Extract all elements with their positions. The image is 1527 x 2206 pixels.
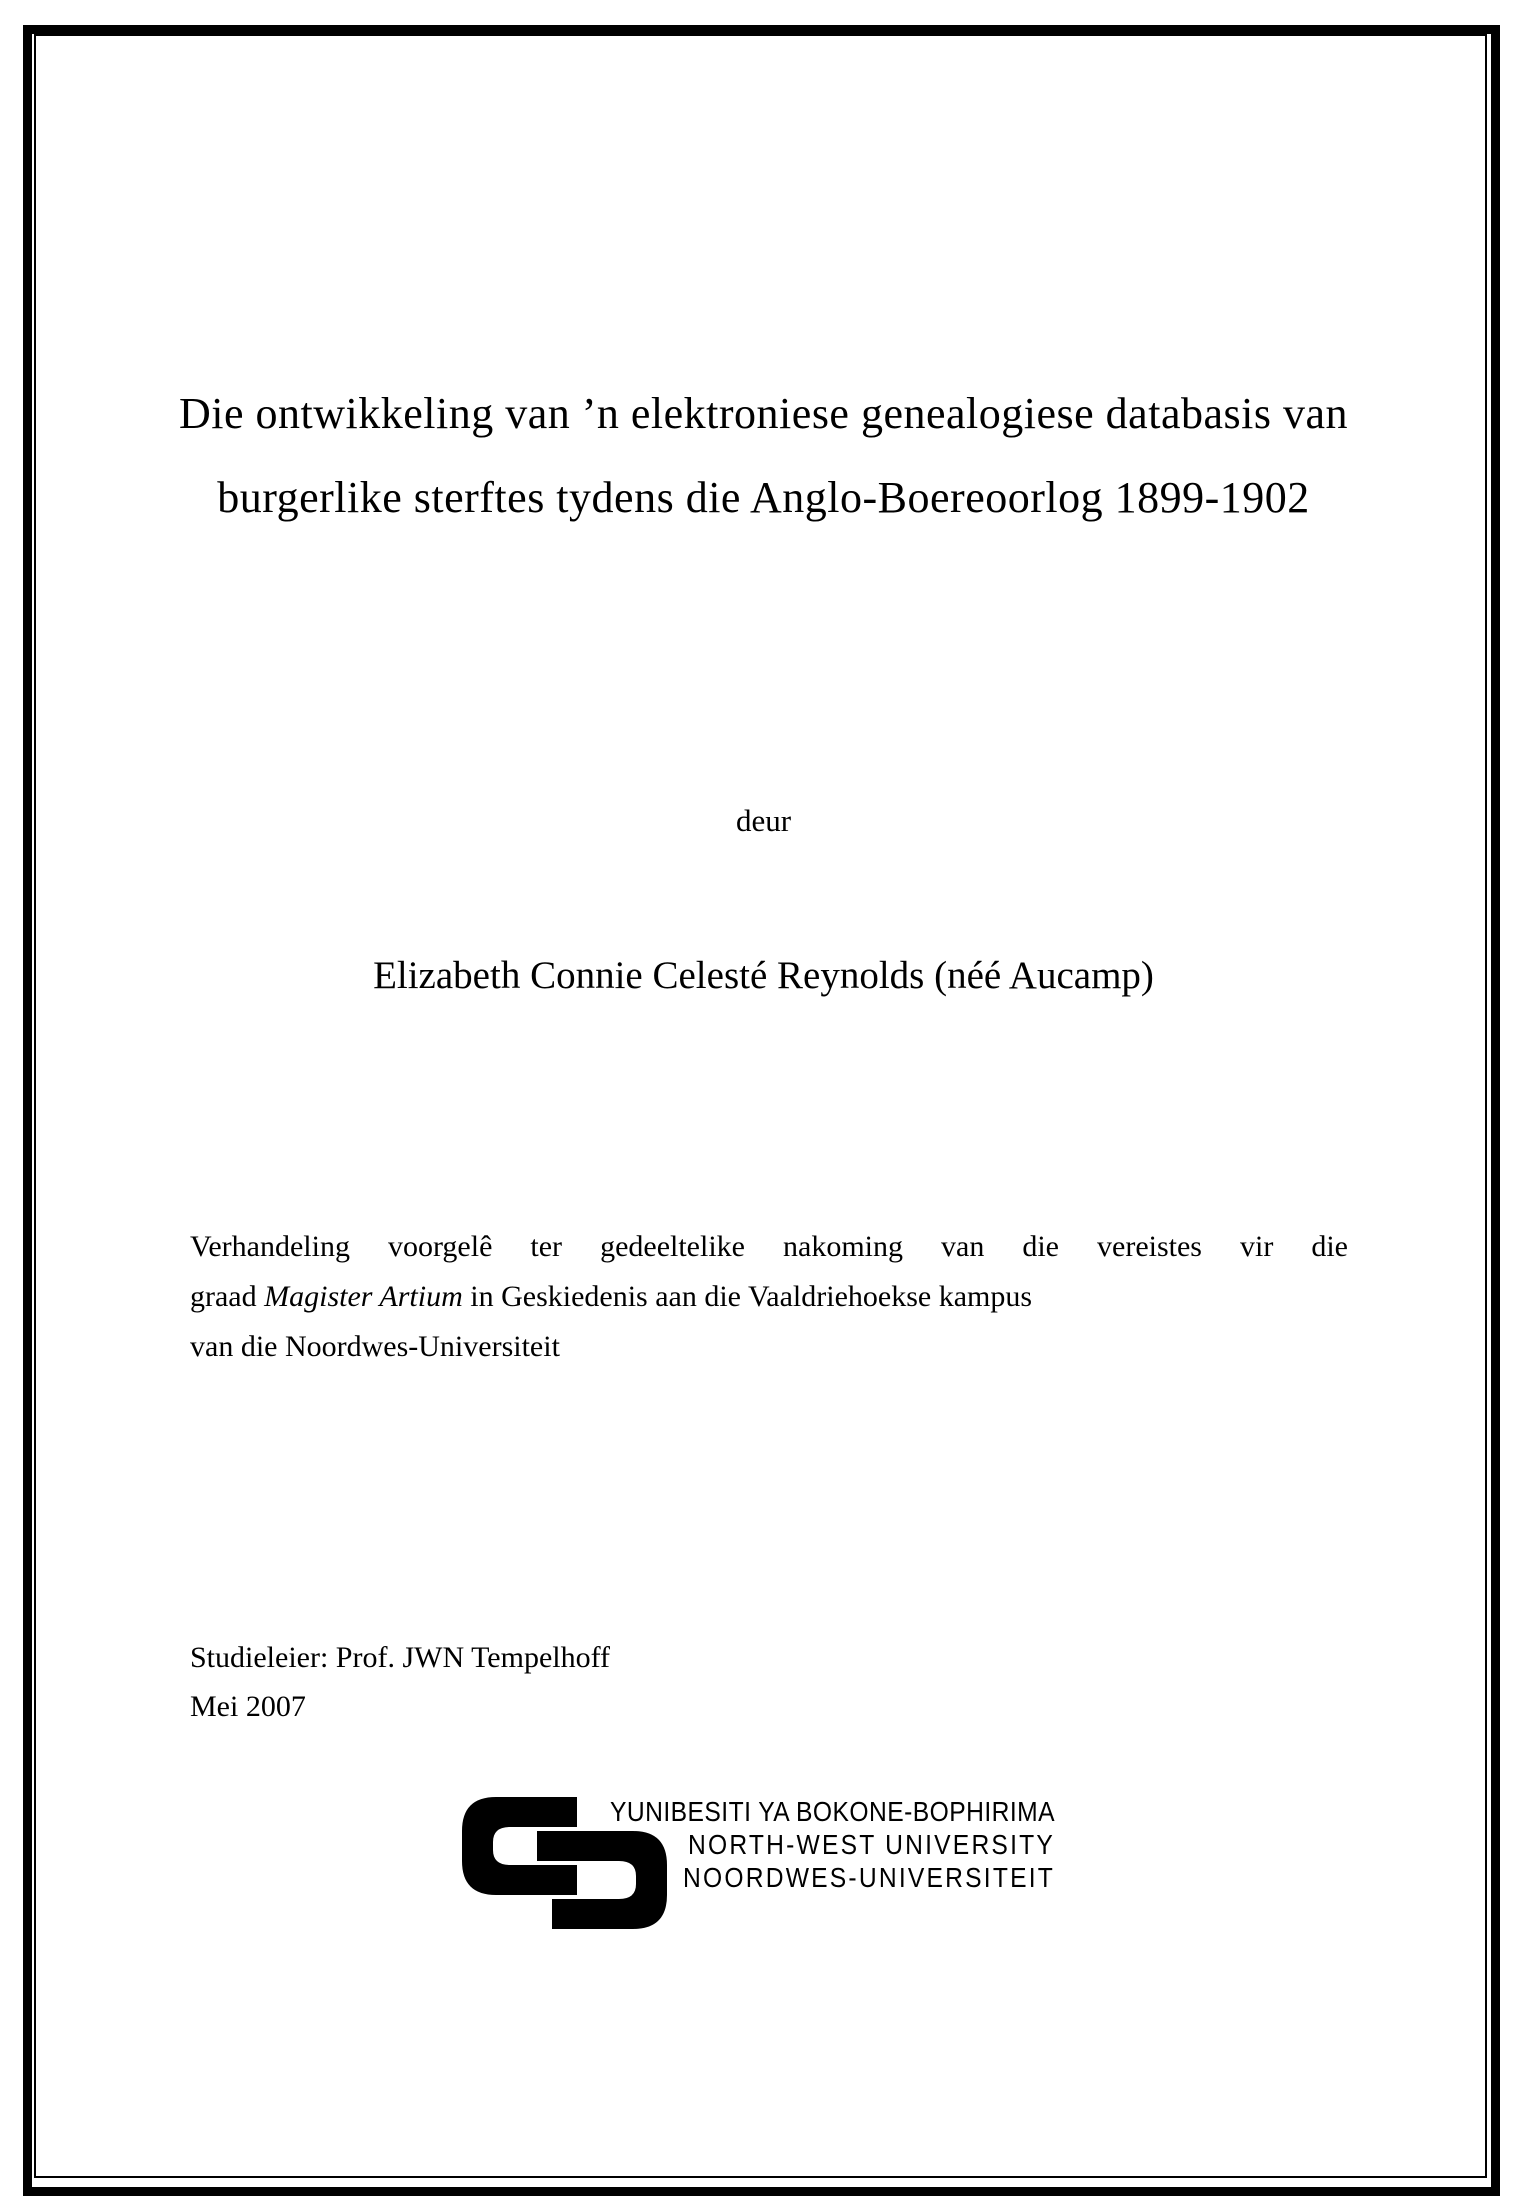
logo-line-english: NORTH-WEST UNIVERSITY — [687, 1829, 1055, 1860]
degree-name: Magister Artium — [264, 1280, 463, 1313]
nwu-logo-wordmark — [584, 1795, 1055, 1894]
title-line-1: Die ontwikkeling van ’n elektroniese genealogiese databasis van — [178, 389, 1348, 438]
declaration-line-3: van die Noordwes-Universiteit — [190, 1330, 560, 1363]
degree-declaration — [190, 1222, 1348, 1372]
declaration-line-2 — [190, 1272, 1348, 1322]
supervisor-and-date — [190, 1633, 1348, 1731]
supervisor-line: Studieleier: Prof. JWN Tempelhoff — [190, 1641, 611, 1674]
logo-line-setswana: YUNIBESITI YA BOKONE-BOPHIRIMA — [610, 1796, 1055, 1827]
thesis-title — [150, 372, 1377, 540]
declaration-line-2-post: in Geskiedenis aan die Vaaldriehoekse kampus — [462, 1280, 1033, 1313]
date-line: Mei 2007 — [190, 1690, 306, 1723]
title-line-2: burgerlike sterftes tydens die Anglo-Boereoorlog 1899-1902 — [217, 473, 1310, 522]
declaration-line-2-pre: graad — [190, 1280, 265, 1313]
declaration-line-1: Verhandeling voorgelê ter gedeeltelike nakoming van die vereistes vir die — [190, 1230, 1348, 1263]
logo-line-afrikaans: NOORDWES-UNIVERSITEIT — [682, 1862, 1055, 1893]
byline-deur: deur — [735, 803, 792, 838]
author-name: Elizabeth Connie Celesté Reynolds (néé Aucamp) — [373, 954, 1154, 997]
